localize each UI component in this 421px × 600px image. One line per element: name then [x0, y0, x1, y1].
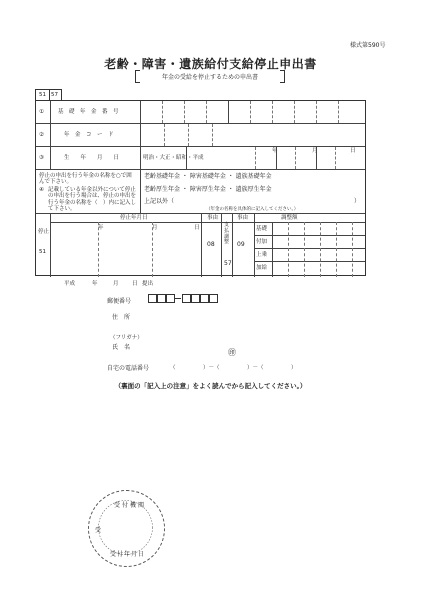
birth-year-unit: 年	[272, 148, 278, 154]
subtitle-bracket	[135, 70, 285, 81]
name-label: 氏 名	[112, 344, 131, 351]
other-pension-note: （年金の名称を具体的に記入してください。）	[206, 207, 299, 212]
reason2-header: 事由	[237, 215, 249, 221]
other-pension-label: 上記以外（	[144, 198, 175, 205]
adjust-row-basic: 基礎	[256, 226, 268, 232]
stamp-side-text: 受	[95, 527, 102, 534]
submission-era: 平成	[64, 281, 76, 287]
reason-header: 事由	[207, 215, 219, 221]
submission-day: 日	[132, 281, 138, 287]
pension-types-line1[interactable]: 老齢基礎年金 ・ 障害基礎年金 ・ 遺族基礎年金	[144, 173, 272, 180]
postal-digit-7[interactable]	[209, 294, 218, 303]
adjust-header: 調整額	[281, 215, 298, 221]
instruction-note: （裏面の「記入上の注意」をよく読んでから記入してください。）	[114, 382, 307, 390]
reason2-code: 09	[237, 241, 245, 248]
era-options: 明治・大正・昭和・平成	[143, 155, 204, 161]
reason-code: 08	[207, 241, 215, 248]
postal-dash	[175, 298, 181, 299]
other-pension-close: ）	[354, 198, 361, 205]
stop-label: 停止	[38, 229, 50, 235]
reception-stamp	[88, 490, 165, 567]
stamp-top-text: 受付機関	[114, 502, 147, 509]
submission-month: 月	[113, 281, 119, 287]
postal-label: 郵便番号	[107, 298, 132, 305]
payment-code: 57	[224, 260, 232, 267]
phone-label: 自宅の電話番号	[107, 365, 150, 372]
pension-types-line2[interactable]: 老齢厚生年金 ・ 障害厚生年金 ・ 遺族厚生年金	[144, 186, 272, 193]
postal-digit-2[interactable]	[157, 294, 166, 303]
furigana-label: （フリガナ）	[110, 335, 143, 341]
stop-year-unit: 年	[98, 225, 104, 231]
instruction-2: 記載している年金以外について停止の申出を行う場合は、停止の申出を行う年金の名称を（ ）内に記入して下さい。	[48, 187, 137, 212]
seal-mark: ㊞	[228, 348, 236, 357]
postal-digit-6[interactable]	[200, 294, 209, 303]
application-table	[35, 100, 366, 276]
stamp-bottom-text: 受付年月日	[110, 551, 146, 558]
postal-digit-5[interactable]	[191, 294, 200, 303]
form-number: 様式第590号	[350, 42, 386, 49]
form-title: 老齢・障害・遺族給付支給停止申出書	[104, 57, 317, 71]
row-num-1: ①	[39, 109, 44, 115]
birth-month-unit: 月	[312, 148, 318, 154]
form-subtitle: 年金の受給を停止するための申出書	[161, 74, 258, 81]
birth-date-label: 生 年 月 日	[64, 155, 120, 161]
pension-number-label: 基 礎 年 金 番 号	[58, 109, 119, 115]
stop-month-unit: 月	[152, 225, 158, 231]
adjust-row-additional: 付加	[256, 239, 268, 245]
postal-digit-3[interactable]	[166, 294, 175, 303]
birth-day-unit: 日	[350, 148, 356, 154]
submission-action: 提出	[142, 281, 154, 287]
pension-code-label: 年 金 コ ー ド	[64, 132, 114, 138]
address-label: 住 所	[112, 314, 131, 321]
adjust-row-added-benefit: 加給	[256, 265, 268, 271]
phone-format[interactable]: （ ）－（ ）－（ ）	[170, 365, 297, 371]
adjust-row-supplement: 上乗	[256, 252, 268, 258]
row-num-3: ③	[39, 155, 44, 161]
postal-digit-4[interactable]	[182, 294, 191, 303]
row-num-4: ④	[39, 187, 44, 193]
postal-digit-1[interactable]	[148, 294, 157, 303]
submission-year: 年	[92, 281, 98, 287]
row-num-2: ②	[39, 132, 44, 138]
stop-date-header: 停止年月日	[120, 215, 148, 221]
code-box-1: 51	[35, 89, 50, 101]
instruction-1: 停止の申出を行う年金の名称を○で囲んで下さい。	[39, 173, 132, 186]
stop-day-unit: 日	[194, 225, 200, 231]
stop-code: 51	[39, 249, 46, 255]
payment-adjust-label: 支払調整	[224, 222, 230, 246]
code-box-2: 57	[48, 89, 62, 101]
